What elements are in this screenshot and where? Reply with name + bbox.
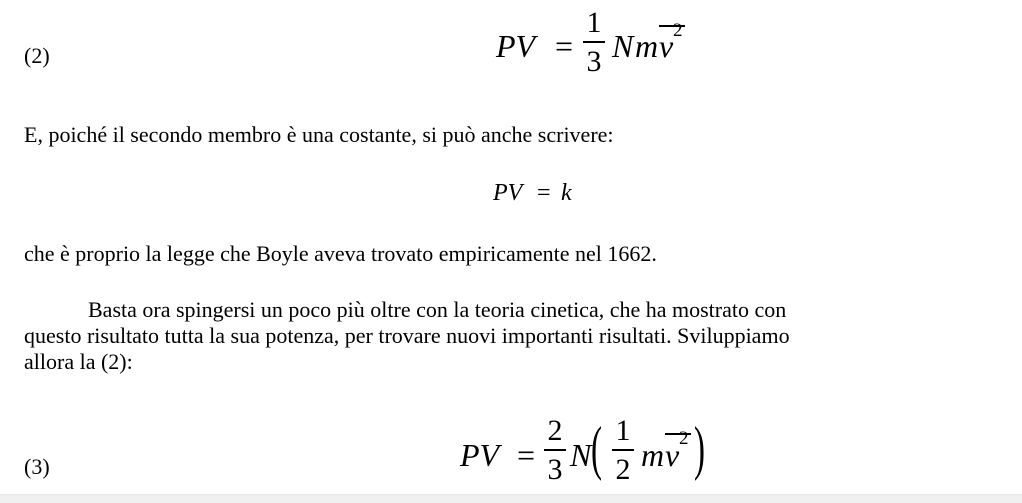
equation-2-fraction-bar bbox=[583, 41, 605, 43]
equation-3-m: m bbox=[641, 437, 665, 473]
equation-3-fraction-1-numerator: 2 bbox=[547, 414, 563, 447]
equation-3-equals: = bbox=[517, 437, 536, 473]
equation-3-fraction-2-denominator: 2 bbox=[615, 453, 631, 486]
equation-2-m: m bbox=[635, 28, 659, 64]
equation-3-N: N bbox=[570, 437, 592, 473]
equation-3-fraction-2 bbox=[612, 416, 634, 485]
equation-2-equals: = bbox=[555, 28, 574, 64]
equation-3-fraction-1 bbox=[544, 416, 566, 485]
equation-3-left-paren: ( bbox=[591, 415, 602, 481]
paragraph-line-3: allora la (2): bbox=[24, 349, 133, 374]
equation-k-lhs: PV bbox=[493, 180, 523, 206]
equation-2-fraction bbox=[583, 8, 605, 77]
equation-2-exponent: 2 bbox=[673, 20, 683, 41]
equation-3-fraction-1-denominator: 3 bbox=[547, 453, 563, 486]
equation-k-rhs: k bbox=[561, 180, 572, 206]
equation-3-v: v bbox=[665, 437, 680, 473]
text-line-1: E, poiché il secondo membro è una costante, si può anche scrivere: bbox=[24, 122, 614, 147]
equation-3-fraction-2-bar bbox=[612, 449, 634, 451]
paragraph-line-1: Basta ora spingersi un poco più oltre con la teoria cinetica, che ha mostrato con bbox=[88, 297, 787, 322]
equation-2-N: N bbox=[612, 28, 634, 64]
equation-3-right-paren: ) bbox=[694, 415, 705, 481]
equation-2-fraction-denominator: 3 bbox=[586, 45, 602, 78]
equation-3-exponent: 2 bbox=[679, 428, 689, 449]
equation-2-lhs: PV bbox=[496, 28, 536, 64]
equation-2-v: v bbox=[659, 28, 674, 64]
equation-2-fraction-numerator: 1 bbox=[586, 6, 602, 39]
paragraph-line-2: questo risultato tutta la sua potenza, per trovare nuovi importanti risultati. Sviluppiamo bbox=[24, 323, 790, 348]
equation-3-fraction-1-bar bbox=[544, 449, 566, 451]
text-line-2: che è proprio la legge che Boyle aveva trovato empiricamente nel 1662. bbox=[24, 241, 657, 266]
equation-3-number: (3) bbox=[24, 454, 50, 479]
equation-3-lhs: PV bbox=[460, 437, 500, 473]
equation-3-fraction-2-numerator: 1 bbox=[615, 414, 631, 447]
equation-2-number: (2) bbox=[24, 43, 50, 68]
equation-k-equals: = bbox=[537, 180, 551, 206]
